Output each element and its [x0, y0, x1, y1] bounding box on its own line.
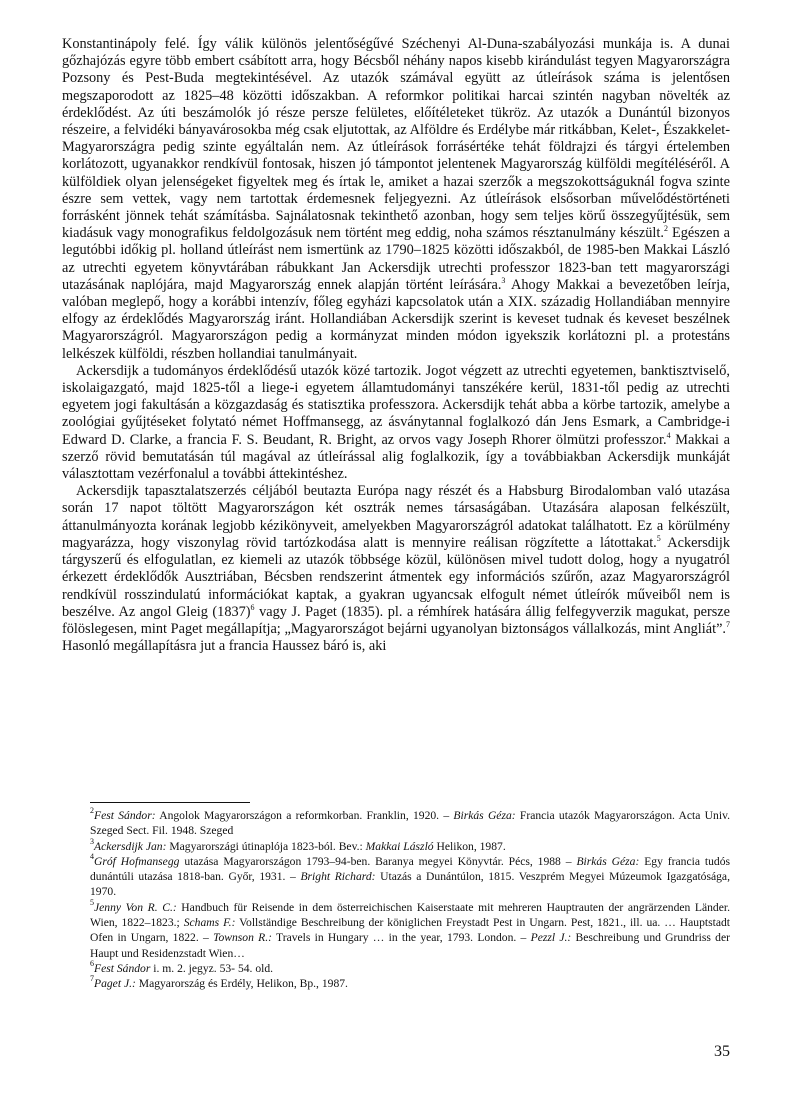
footnote-number: 3: [90, 836, 94, 846]
footnote-author: Birkás Géza:: [576, 854, 640, 868]
footnote-author: Schams F.:: [183, 916, 236, 930]
footnote-text: Francia utazók Magyarországon. Acta Univ. Szeged Sect. Fil. 1948. Szeged: [90, 809, 731, 838]
footnote-author: Bright Richard:: [300, 870, 376, 884]
footnote-ref-6[interactable]: 6: [250, 602, 255, 612]
footnote-6: [90, 958, 730, 976]
footnote-text: Vollständige Beschreibung der königlichen Freystadt Pest in Ungarn. Pest, 1821., ill. ua. … Hauptstadt Ofen in Ungarn, 1822. –: [90, 916, 730, 945]
main-text: [62, 36, 730, 655]
paragraph-text: vagy J. Paget (1835). pl. a rémhírek hatására állig felfegyverzik magukat, persze fölöslegesen, mint Paget megállapítja; „Magyarországot bejárni ugyanolyan biztonságos vállalkozás, mint Angliát”.: [62, 603, 730, 637]
page-number: 35: [714, 1043, 730, 1060]
footnote-number: 6: [90, 958, 94, 968]
paragraph-text: Konstantinápoly felé. Így válik különös jelentőségűvé Széchenyi Al-Duna-szabályozási munkája is. A dunai gőzhajózás egyre több embert csábított arra, hogy Bécsből néhány napos kisebb kirándulást tegyen Magyarországra Pozsony és Pest-Buda megtekintésével. Az utazók számával együtt az útleírások száma is jelentősen megszaporodott az 1825–48 közötti időszakban. A reformkor politikai harcai szintén nagyban növelték az érdeklődést. Az úti beszámolók jó része persze felületes, előítéleteket tükröz. Az utazók a Dunántúl bizonyos részeire, a felvidéki bányavárosokba még csak eljutottak, az Alföldre és Erdélybe már ritkábban, Kelet-, Északkelet-Magyarországra pedig szinte egyáltalán nem. Az útleírások forrásértéke tehát földrajzi és tárgyi értelemben korlátozott, ugyanakkor rendkívül fontosak, hiszen jó támpontot jelentenek Magyarország külföldi megítéléséről. A külföldiek olyan jelenségeket figyeltek meg és írtak le, amiket a hazai szerzők a megszokottságuknál fogva szinte észre sem vettek, vagy nem tartottak érdemesnek feljegyezni. Az útleírások elsősorban művelődéstörténeti forrásként jönnek tehát számításba. Sajnálatosnak tekinthető azonban, hogy sem teljes körű összegyűjtésük, sem kiadásuk vagy monografikus feldolgozásuk nem történt meg eddig, noha számos résztanulmány készült.: [62, 36, 730, 242]
footnote-text: Travels in Hungary … in the year, 1793. London. –: [271, 931, 531, 945]
footnote-ref-3[interactable]: 3: [501, 275, 506, 285]
footnote-text: i. m. 2. jegyz. 53- 54. old.: [150, 961, 274, 975]
footnote-author: Makkai László: [365, 839, 434, 853]
footnote-text: Handbuch für Reisende in dem österreichischen Kaiserstaate mit mehreren Hauptrauten der angrärzenden Länder. Wien, 1822–1823.;: [90, 900, 730, 930]
footnote-4: [90, 851, 731, 900]
footnote-author: Fest Sándor:: [94, 809, 156, 822]
footnote-number: 2: [90, 806, 94, 815]
footnote-ref-2[interactable]: 2: [663, 224, 668, 234]
footnote-author: Ackersdijk Jan:: [94, 839, 167, 853]
footnote-ref-4[interactable]: 4: [666, 430, 671, 440]
paragraph-text: Makkai a szerző rövid bemutatásán túl magával az útleírással alig foglalkozik, így a továbbiakban Ackersdijk munkáját választottam vezérfonalul a további áttekintéshez.: [62, 431, 730, 483]
footnote-author: Fest Sándor: [94, 961, 151, 975]
paragraph-1: [62, 36, 730, 363]
footnote-author: Gróf Hofmansegg: [94, 854, 180, 868]
paragraph-text: Ackersdijk tapasztalatszerzés céljából beutazta Európa nagy részét és a Habsburg Birodalomban való utazása során 17 napot töltött Magyarországon két osztrák nemes társaságában. Utazására alaposan felkészült, áttanulmányozta korának legjobb kézikönyveit, amelyekben Magyarországról adatokat találhatott. Ez a körülmény magyarázza, hogy viszonylag rövid tartózkodása alatt is mennyire reálisan rögzítette a látottakat.: [62, 483, 730, 551]
footnotes: [90, 808, 730, 992]
footnote-text: Magyarország és Erdély, Helikon, Bp., 1987.: [135, 977, 348, 991]
footnote-number: 4: [90, 851, 94, 861]
footnote-3: [90, 836, 730, 854]
footnote-author: Townson R.:: [213, 931, 272, 945]
footnote-text: Magyarországi útinaplója 1823-ból. Bev.:: [166, 839, 366, 853]
footnote-text: Beschreibung und Grundriss der Haupt und Residenzstadt Wien…: [90, 931, 730, 960]
footnote-5: [90, 897, 730, 961]
footnote-number: 7: [90, 974, 94, 984]
paragraph-text: Hasonló megállapításra jut a francia Haussez báró is, aki: [62, 638, 387, 655]
footnote-7: [90, 976, 730, 991]
paragraph-text: Ackersdijk tárgyszerű és elfogulatlan, ez kiemeli az utazók többsége közül, különösen mivel tudott dolog, hogy a nyugatról érkezett érdeklődők Ausztriában, Bécsben rendszerint átmentek egy információs szűrőn, azaz Magyarországról rendkívül rosszindulatú információkat kaptak, a gyakran ugyancsak elfogult német útleírók műveiből nem is beszélve. Az angol Gleig (1837): [62, 534, 731, 620]
footnote-text: Angolok Magyarországon a reformkorban. Franklin, 1920. –: [155, 809, 454, 822]
footnote-text: utazása Magyarországon 1793–94-ben. Baranya megyei Könyvtár. Pécs, 1988 –: [179, 854, 577, 868]
footnote-number: 5: [90, 897, 94, 907]
footnote-ref-5[interactable]: 5: [656, 533, 661, 543]
paragraph-text: Ahogy Makkai a bevezetőben leírja, valóban meglepő, hogy a korábbi intenzív, főleg egyházi kapcsolatok után a XIX. századig Hollandiában mennyire elfogy az érdeklődés Magyarország iránt. Hollandiában Ackersdijk szerint is keveset tudnak és keveset beszélnek Magyarországról. Magyarországon pedig a kormányzat minden módon igyekszik korlátozni pl. a protestáns lelkészek külföldi, részben hollandiai tanulmányait.: [62, 276, 730, 362]
footnote-2: [90, 808, 730, 839]
footnote-divider: [90, 802, 250, 803]
footnote-author: Jenny Von R. C.:: [94, 900, 177, 914]
paragraph-text: Ackersdijk a tudományos érdeklődésű utazók közé tartozik. Jogot végzett az utrechti egyetemen, banktisztviselő, iskolaigazgató, majd 1825-től a liege-i egyetem államtudományi tanszékére kerül, 1831-től pedig az utrechti egyetem jogi fakultásán a közgazdaság és statisztika professzora. Ackersdijk tehát abba a körbe tartozik, amelybe a zoológiai gyűjtéseket folytató német Hoffmansegg, az ásványtannal foglalkozó dán Jens Esmark, a Cambridge-i Edward D. Clarke, a francia F. S. Beudant, R. Bright, az orvos vagy Joseph Rhorer ölmützi professzor.: [62, 362, 730, 448]
footnote-author: Paget J.:: [94, 977, 136, 991]
footnote-text: Utazás a Dunántúlon, 1815. Veszprém Megyei Múzeumok Igazgatósága, 1970.: [90, 870, 730, 899]
footnote-ref-7[interactable]: 7: [726, 619, 730, 629]
footnote-author: Pezzl J.:: [530, 931, 572, 945]
footnote-text: Helikon, 1987.: [433, 839, 506, 853]
footnote-text: Egy francia tudós dunántúli utazása 1818-ban. Győr, 1931. –: [90, 854, 731, 884]
paragraph-2: [62, 363, 730, 483]
footnote-author: Birkás Géza:: [453, 809, 516, 822]
paragraph-3: [62, 483, 730, 655]
paragraph-text: Egészen a legutóbbi időkig pl. holland útleírást nem ismertünk az 1790–1825 közötti időszakból, de 1985-ben Makkai László az utrechti egyetem könyvtárában rábukkant Jan Ackersdijk utrechti professzor 1823-ban tett magyarországi utazásának naplójára, majd Magyarország ennek alapján történt leírására.: [62, 225, 731, 293]
